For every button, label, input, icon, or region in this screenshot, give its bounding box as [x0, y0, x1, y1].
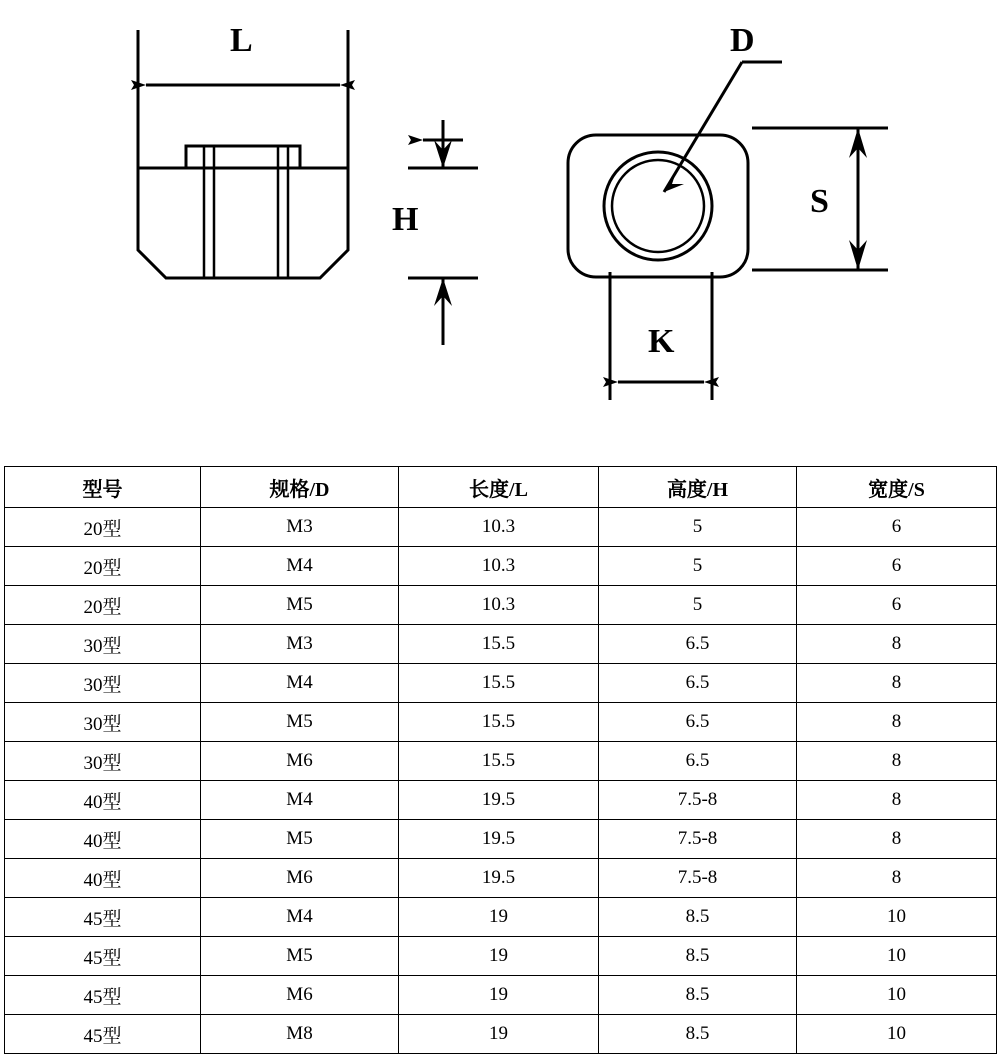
cell-width-s: 8: [797, 703, 997, 742]
front-view-group: [138, 146, 348, 278]
column-header-spec-d: 规格/D: [201, 467, 399, 508]
cell-length-l: 10.3: [399, 586, 599, 625]
cell-length-l: 19.5: [399, 820, 599, 859]
cell-length-l: 15.5: [399, 742, 599, 781]
table-row: [5, 898, 997, 937]
cell-length-l: 10.3: [399, 547, 599, 586]
cell-width-s: 10: [797, 937, 997, 976]
table-row: [5, 859, 997, 898]
cell-model: 30型: [5, 664, 201, 703]
table-row: [5, 937, 997, 976]
cell-spec-d: M4: [201, 781, 399, 820]
cell-height-h: 7.5-8: [599, 820, 797, 859]
cell-model: 20型: [5, 586, 201, 625]
cell-spec-d: M5: [201, 937, 399, 976]
cell-spec-d: M4: [201, 547, 399, 586]
cell-length-l: 10.3: [399, 508, 599, 547]
table-row: [5, 742, 997, 781]
label-S: S: [810, 183, 829, 220]
label-D: D: [730, 22, 755, 59]
table-row: [5, 508, 997, 547]
cell-model: 40型: [5, 820, 201, 859]
cell-spec-d: M4: [201, 664, 399, 703]
cell-height-h: 7.5-8: [599, 781, 797, 820]
cell-length-l: 19: [399, 898, 599, 937]
column-header-height-h: 高度/H: [599, 467, 797, 508]
table-row: [5, 703, 997, 742]
drawing-svg: [0, 0, 1000, 462]
cell-height-h: 6.5: [599, 742, 797, 781]
label-K: K: [648, 323, 675, 360]
cell-model: 40型: [5, 781, 201, 820]
column-header-width-s: 宽度/S: [797, 467, 997, 508]
cell-model: 45型: [5, 898, 201, 937]
cell-model: 45型: [5, 1015, 201, 1054]
cell-width-s: 10: [797, 898, 997, 937]
table-row: [5, 586, 997, 625]
column-header-length-l: 长度/L: [399, 467, 599, 508]
cell-width-s: 8: [797, 664, 997, 703]
table-row: [5, 664, 997, 703]
cell-spec-d: M3: [201, 508, 399, 547]
cell-width-s: 8: [797, 742, 997, 781]
dimension-H: [408, 120, 478, 345]
cell-height-h: 7.5-8: [599, 859, 797, 898]
cell-width-s: 6: [797, 586, 997, 625]
cell-length-l: 19.5: [399, 781, 599, 820]
cell-width-s: 8: [797, 820, 997, 859]
cell-length-l: 15.5: [399, 625, 599, 664]
cell-model: 30型: [5, 625, 201, 664]
cell-spec-d: M5: [201, 586, 399, 625]
cell-width-s: 8: [797, 859, 997, 898]
top-view-group: [568, 135, 748, 277]
cell-width-s: 8: [797, 781, 997, 820]
cell-height-h: 5: [599, 508, 797, 547]
specification-table: [4, 466, 997, 1054]
cell-height-h: 6.5: [599, 664, 797, 703]
cell-height-h: 8.5: [599, 1015, 797, 1054]
cell-height-h: 8.5: [599, 976, 797, 1015]
cell-spec-d: M5: [201, 703, 399, 742]
cell-spec-d: M8: [201, 1015, 399, 1054]
cell-height-h: 5: [599, 586, 797, 625]
table-row: [5, 1015, 997, 1054]
cell-model: 45型: [5, 976, 201, 1015]
table-row: [5, 625, 997, 664]
cell-model: 30型: [5, 742, 201, 781]
cell-length-l: 19.5: [399, 859, 599, 898]
cell-model: 20型: [5, 547, 201, 586]
cell-width-s: 10: [797, 976, 997, 1015]
cell-spec-d: M3: [201, 625, 399, 664]
column-header-model: 型号: [5, 467, 201, 508]
cell-length-l: 15.5: [399, 703, 599, 742]
cell-length-l: 19: [399, 976, 599, 1015]
cell-spec-d: M6: [201, 976, 399, 1015]
label-L: L: [230, 22, 253, 59]
cell-spec-d: M5: [201, 820, 399, 859]
cell-width-s: 8: [797, 625, 997, 664]
table-row: [5, 547, 997, 586]
table-header-row: [5, 467, 997, 508]
table-row: [5, 781, 997, 820]
cell-height-h: 6.5: [599, 625, 797, 664]
cell-length-l: 15.5: [399, 664, 599, 703]
cell-width-s: 6: [797, 547, 997, 586]
cell-height-h: 6.5: [599, 703, 797, 742]
cell-spec-d: M6: [201, 859, 399, 898]
cell-length-l: 19: [399, 937, 599, 976]
cell-height-h: 8.5: [599, 898, 797, 937]
cell-model: 40型: [5, 859, 201, 898]
cell-model: 45型: [5, 937, 201, 976]
cell-length-l: 19: [399, 1015, 599, 1054]
cell-model: 20型: [5, 508, 201, 547]
cell-spec-d: M4: [201, 898, 399, 937]
cell-model: 30型: [5, 703, 201, 742]
label-H: H: [392, 201, 419, 238]
table-row: [5, 820, 997, 859]
cell-height-h: 5: [599, 547, 797, 586]
cell-width-s: 6: [797, 508, 997, 547]
technical-drawing: [0, 0, 1000, 462]
cell-width-s: 10: [797, 1015, 997, 1054]
cell-height-h: 8.5: [599, 937, 797, 976]
table-row: [5, 976, 997, 1015]
cell-spec-d: M6: [201, 742, 399, 781]
